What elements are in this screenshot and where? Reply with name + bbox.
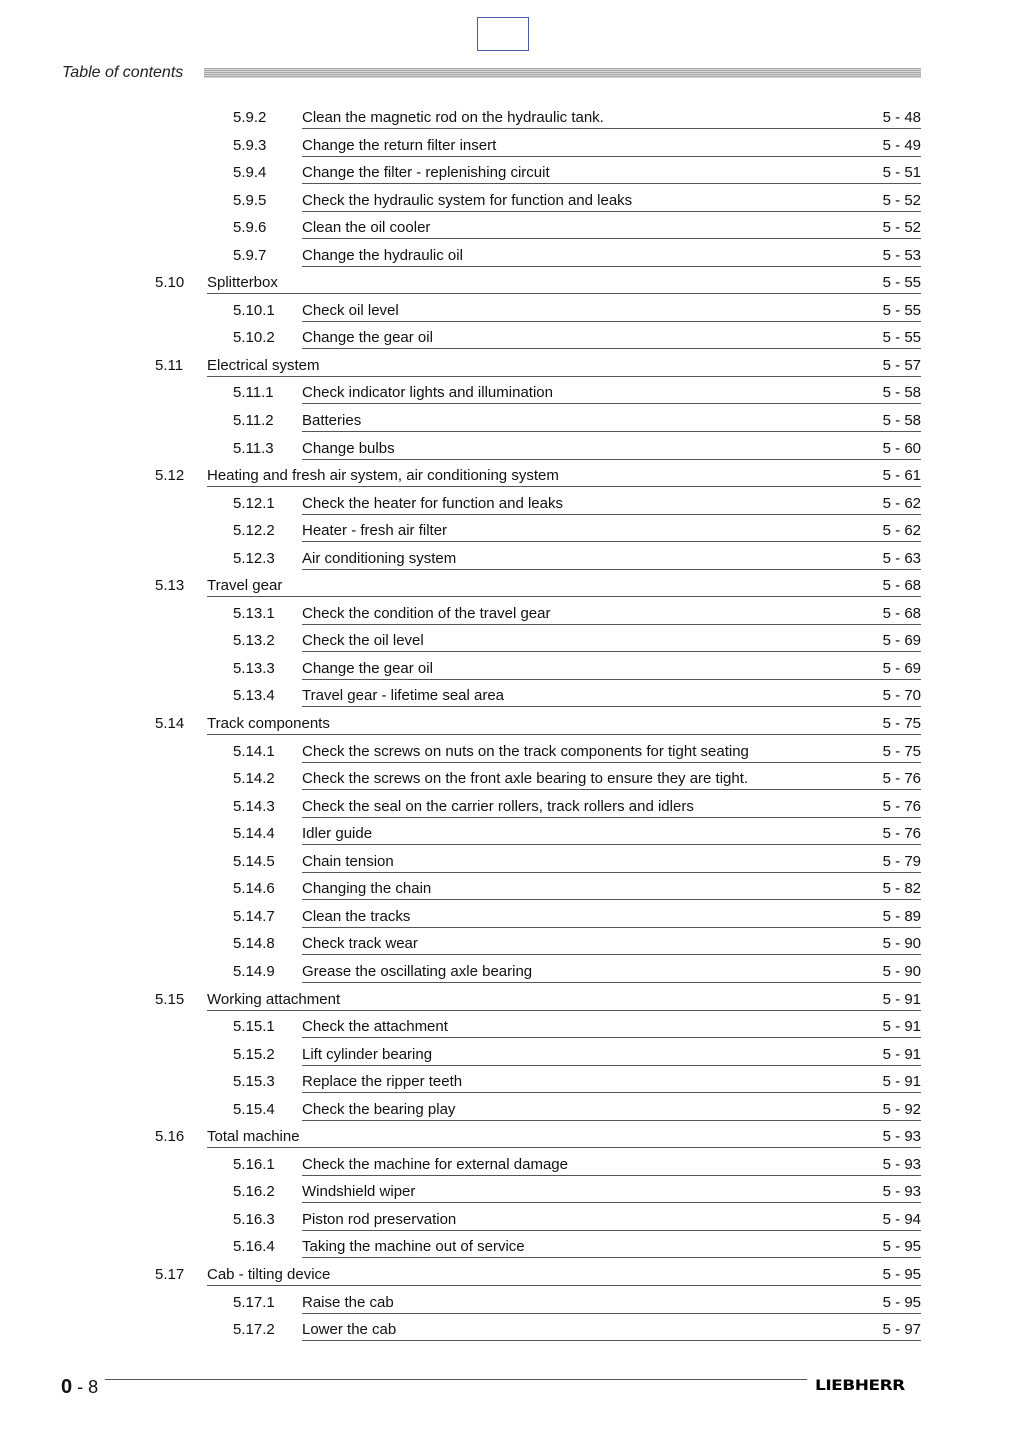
toc-entry-page[interactable]: 5 - 91 [882,1018,921,1036]
toc-entry-page[interactable]: 5 - 90 [882,962,921,980]
toc-entry-title[interactable]: Change bulbs [302,439,395,457]
toc-entry-page[interactable]: 5 - 93 [882,1183,921,1201]
toc-entry-rule [302,183,921,184]
toc-entry-title[interactable]: Check the screws on nuts on the track components for tight seating [302,742,749,760]
toc-entry-title[interactable]: Check track wear [302,935,418,953]
toc-entry-number: 5.15.3 [233,1073,275,1091]
toc-entry-page[interactable]: 5 - 48 [882,109,921,126]
toc-entry[interactable] [0,1290,1024,1318]
toc-entry-title[interactable]: Change the gear oil [302,329,433,347]
toc-entry-rule [302,1340,921,1341]
toc-entry-title[interactable]: Lift cylinder bearing [302,1045,433,1063]
toc-entry-page[interactable]: 5 - 90 [882,935,921,953]
toc-entry-title[interactable]: Check the hydraulic system for function and leaks [302,191,633,209]
toc-entry-number: 5.14.5 [233,852,275,870]
toc-entry-page[interactable]: 5 - 57 [882,356,921,374]
toc-entry[interactable] [0,188,1024,216]
toc-entry-rule [207,293,921,294]
toc-entry-rule [302,1065,921,1066]
toc-entry-page[interactable]: 5 - 76 [882,770,921,788]
footer-chapter: 0 [61,1376,73,1398]
toc-entry-title[interactable]: Check the screws on the front axle bearing to ensure they are tight. [302,770,749,788]
toc-entry-page[interactable]: 5 - 68 [882,604,921,622]
toc-entry[interactable] [0,133,1024,161]
toc-entry-title[interactable]: Clean the oil cooler [302,219,431,237]
toc-entry-rule [302,266,921,267]
toc-entry-number: 5.14.6 [233,880,275,898]
toc-entry-title[interactable]: Air conditioning system [302,549,457,567]
toc-entry-number: 5.17 [155,1265,185,1283]
toc-entry[interactable] [0,601,1024,629]
toc-entry-rule [302,844,921,845]
toc-entry[interactable] [0,105,1024,133]
toc-entry[interactable] [0,160,1024,188]
toc-entry-number: 5.9.3 [233,136,267,154]
toc-entry-number: 5.9.4 [233,164,267,182]
toc-entry-number: 5.14.2 [233,770,275,788]
toc-entry-rule [302,1120,921,1121]
toc-entry[interactable] [0,1317,1024,1345]
toc-entry-rule [302,211,921,212]
toc-entry-rule [302,238,921,239]
toc-entry-title[interactable]: Check the oil level [302,632,424,650]
toc-entry[interactable] [0,739,1024,767]
footer-page: 8 [88,1377,99,1397]
toc-entry-page[interactable]: 5 - 52 [882,219,921,237]
toc-entry-page[interactable]: 5 - 55 [882,274,921,292]
toc-entry-rule [302,321,921,322]
toc-entry-page[interactable]: 5 - 60 [882,439,921,457]
toc-entry[interactable] [0,987,1024,1015]
toc-entry-number: 5.9.5 [233,191,267,209]
toc-entry-page[interactable]: 5 - 92 [882,1100,921,1118]
footer-separator: - [72,1377,89,1397]
toc-entry[interactable] [0,1097,1024,1125]
toc-entry-page[interactable]: 5 - 95 [882,1265,921,1283]
toc-entry-rule [302,403,921,404]
toc-entry-title[interactable]: Batteries [302,412,362,430]
toc-entry-title[interactable]: Check the seal on the carrier rollers, track rollers and idlers [302,797,694,815]
toc-entry-title[interactable]: Check oil level [302,301,399,319]
toc-entry-page[interactable]: 5 - 91 [882,1045,921,1063]
toc-entry-number: 5.14.8 [233,935,275,953]
toc-entry-number: 5.14.9 [233,962,275,980]
toc-entry-number: 5.14.4 [233,825,275,843]
toc-entry-number: 5.14.1 [233,742,275,760]
toc-entry[interactable] [0,298,1024,326]
toc-entry[interactable] [0,904,1024,932]
toc-entry-page[interactable]: 5 - 62 [882,494,921,512]
toc-entry-title[interactable]: Check the bearing play [302,1100,456,1118]
toc-entry-rule [302,789,921,790]
toc-entry-page[interactable]: 5 - 58 [882,412,921,430]
toc-entry[interactable] [0,270,1024,298]
toc-entry[interactable] [0,215,1024,243]
toc-entry[interactable] [0,794,1024,822]
toc-entry-page[interactable]: 5 - 91 [882,990,921,1008]
toc-entry[interactable] [0,353,1024,381]
toc-entry-title[interactable]: Check the heater for function and leaks [302,494,563,512]
toc-entry-title[interactable]: Replace the ripper teeth [302,1073,463,1091]
toc-entry-number: 5.11.2 [233,412,274,430]
top-marker-box [477,17,529,51]
toc-entry[interactable] [0,683,1024,711]
toc-entry-page[interactable]: 5 - 53 [882,246,921,264]
toc-entry-number: 5.15 [155,990,185,1008]
toc-entry[interactable] [0,931,1024,959]
toc-entry-rule [302,1313,921,1314]
toc-entry-rule [302,431,921,432]
toc-entry-page[interactable]: 5 - 94 [882,1210,921,1228]
toc-entry-rule [302,624,921,625]
toc-entry-title[interactable]: Check the machine for external damage [302,1155,568,1173]
toc-entry-title[interactable]: Check indicator lights and illumination [302,384,553,402]
toc-entry-title[interactable]: Cab - tilting device [207,1265,331,1283]
toc-entry-page[interactable]: 5 - 93 [882,1155,921,1173]
toc-entry-number: 5.16.2 [233,1183,275,1201]
toc-entry-page[interactable]: 5 - 79 [882,852,921,870]
toc-entry-page[interactable]: 5 - 55 [882,329,921,347]
toc-entry-number: 5.14.3 [233,797,275,815]
toc-entry-number: 5.13.3 [233,659,275,677]
toc-entry[interactable] [0,1262,1024,1290]
toc-entry-rule [302,348,921,349]
toc-entry[interactable] [0,243,1024,271]
toc-entry-page[interactable]: 5 - 95 [882,1238,921,1256]
toc-entry-rule [302,1037,921,1038]
footer-page-number [61,1376,98,1399]
toc-entry-rule [302,1230,921,1231]
toc-entry[interactable] [0,325,1024,353]
toc-entry[interactable] [0,656,1024,684]
toc-entry-number: 5.16.3 [233,1210,275,1228]
toc-entry-page[interactable]: 5 - 75 [882,715,921,733]
toc-entry-title[interactable]: Check the attachment [302,1018,448,1036]
toc-entry-number: 5.17.1 [233,1293,275,1311]
toc-entry[interactable] [0,849,1024,877]
toc-entry-title[interactable]: Track components [207,715,330,733]
toc-entry[interactable] [0,1234,1024,1262]
toc-entry-page[interactable]: 5 - 95 [882,1293,921,1311]
toc-entry-number: 5.13.2 [233,632,275,650]
toc-entry-rule [302,128,921,129]
toc-entry-rule [302,899,921,900]
toc-entry[interactable] [0,1207,1024,1235]
toc-entry-number: 5.12.3 [233,549,275,567]
toc-entry-number: 5.15.2 [233,1045,275,1063]
toc-entry-rule [207,1147,921,1148]
toc-entry[interactable] [0,1069,1024,1097]
toc-entry-rule [207,376,921,377]
toc-entry-number: 5.14 [155,715,185,733]
toc-entry-title[interactable]: Change the hydraulic oil [302,246,463,264]
toc-entry[interactable] [0,1124,1024,1152]
toc-entry-number: 5.10.1 [233,301,275,319]
toc-entry-number: 5.11 [155,356,184,374]
toc-entry-page[interactable]: 5 - 52 [882,191,921,209]
toc-entry-page[interactable]: 5 - 93 [882,1128,921,1146]
toc-entry-page[interactable]: 5 - 62 [882,522,921,540]
toc-entry-title[interactable]: Heater - fresh air filter [302,522,448,540]
toc-entry-page[interactable]: 5 - 97 [882,1321,921,1339]
toc-entry-rule [207,1010,921,1011]
toc-entry-page[interactable]: 5 - 76 [882,825,921,843]
toc-entry-title[interactable]: Check the condition of the travel gear [302,604,551,622]
toc-list [0,105,1024,1345]
toc-entry-rule [302,927,921,928]
toc-entry[interactable] [0,380,1024,408]
toc-entry[interactable] [0,1179,1024,1207]
toc-entry[interactable] [0,1152,1024,1180]
toc-entry[interactable] [0,546,1024,574]
toc-entry[interactable] [0,711,1024,739]
toc-entry[interactable] [0,959,1024,987]
toc-entry[interactable] [0,766,1024,794]
toc-entry-rule [207,486,921,487]
toc-entry-rule [302,954,921,955]
toc-entry-page[interactable]: 5 - 49 [882,136,921,154]
toc-entry-page[interactable]: 5 - 82 [882,880,921,898]
toc-entry-title[interactable]: Travel gear - lifetime seal area [302,687,505,705]
toc-entry-title[interactable]: Total machine [207,1128,300,1146]
toc-entry-number: 5.9.2 [233,109,267,126]
toc-entry-rule [207,596,921,597]
toc-entry-rule [302,817,921,818]
toc-entry-rule [207,1285,921,1286]
toc-entry-title[interactable]: Change the filter - replenishing circuit [302,164,550,182]
toc-entry-rule [302,569,921,570]
toc-entry-page[interactable]: 5 - 70 [882,687,921,705]
toc-entry-title[interactable]: Working attachment [207,990,341,1008]
toc-entry-title[interactable]: Heating and fresh air system, air conditioning system [207,467,559,485]
toc-entry-number: 5.9.7 [233,246,267,264]
toc-entry-rule [302,156,921,157]
toc-entry-title[interactable]: Clean the tracks [302,907,411,925]
toc-entry[interactable] [0,436,1024,464]
toc-entry-number: 5.17.2 [233,1321,275,1339]
toc-entry-title[interactable]: Electrical system [207,356,320,374]
toc-entry-rule [302,514,921,515]
toc-entry-rule [302,1092,921,1093]
toc-entry-number: 5.15.4 [233,1100,275,1118]
toc-entry-rule [302,1175,921,1176]
toc-entry-rule [302,459,921,460]
toc-entry[interactable] [0,491,1024,519]
toc-entry[interactable] [0,628,1024,656]
toc-entry-title[interactable]: Chain tension [302,852,394,870]
toc-entry-title[interactable]: Changing the chain [302,880,432,898]
toc-entry-rule [302,1202,921,1203]
toc-entry-number: 5.14.7 [233,907,275,925]
toc-entry-rule [302,762,921,763]
header-bar [204,68,921,78]
toc-entry-page[interactable]: 5 - 61 [882,467,921,485]
liebherr-logo: LIEBHERR [815,1377,905,1394]
toc-entry-rule [302,679,921,680]
toc-entry-number: 5.9.6 [233,219,267,237]
toc-entry-number: 5.16 [155,1128,185,1146]
toc-entry-rule [302,1257,921,1258]
toc-entry-number: 5.16.1 [233,1155,275,1173]
toc-entry-page[interactable]: 5 - 55 [882,301,921,319]
toc-entry-page[interactable]: 5 - 69 [882,659,921,677]
toc-entry-number: 5.12.2 [233,522,275,540]
toc-entry-page[interactable]: 5 - 68 [882,577,921,595]
toc-entry[interactable] [0,408,1024,436]
toc-entry-page[interactable]: 5 - 89 [882,907,921,925]
toc-entry-rule [302,541,921,542]
toc-entry-title[interactable]: Change the gear oil [302,659,433,677]
toc-entry-number: 5.13 [155,577,185,595]
toc-entry-number: 5.12.1 [233,494,275,512]
toc-entry-page[interactable]: 5 - 91 [882,1073,921,1091]
toc-entry-page[interactable]: 5 - 69 [882,632,921,650]
toc-entry-number: 5.15.1 [233,1018,275,1036]
toc-entry[interactable] [0,821,1024,849]
toc-entry-number: 5.10 [155,274,185,292]
toc-entry-title[interactable]: Change the return filter insert [302,136,497,154]
toc-entry-title[interactable]: Piston rod preservation [302,1210,457,1228]
toc-entry-title[interactable]: Splitterbox [207,274,278,292]
toc-entry[interactable] [0,463,1024,491]
toc-entry-rule [207,734,921,735]
toc-entry-page[interactable]: 5 - 58 [882,384,921,402]
toc-entry-title[interactable]: Taking the machine out of service [302,1238,525,1256]
toc-entry-rule [302,872,921,873]
toc-entry-rule [302,651,921,652]
toc-entry-number: 5.11.1 [233,384,274,402]
toc-entry-number: 5.11.3 [233,439,274,457]
toc-entry-title[interactable]: Lower the cab [302,1321,397,1339]
toc-entry-title[interactable]: Clean the magnetic rod on the hydraulic tank. [302,109,604,126]
toc-entry-number: 5.10.2 [233,329,275,347]
toc-entry[interactable] [0,518,1024,546]
toc-entry-title[interactable]: Grease the oscillating axle bearing [302,962,533,980]
toc-entry-page[interactable]: 5 - 51 [882,164,921,182]
toc-entry[interactable] [0,573,1024,601]
toc-entry[interactable] [0,1014,1024,1042]
toc-entry-rule [302,982,921,983]
toc-entry-number: 5.13.4 [233,687,275,705]
toc-entry-title[interactable]: Windshield wiper [302,1183,416,1201]
toc-entry[interactable] [0,1042,1024,1070]
toc-entry-page[interactable]: 5 - 75 [882,742,921,760]
toc-entry-title[interactable]: Travel gear [207,577,283,595]
toc-entry-number: 5.16.4 [233,1238,275,1256]
toc-entry-number: 5.12 [155,467,185,485]
toc-entry-page[interactable]: 5 - 76 [882,797,921,815]
header-title: Table of contents [62,64,184,81]
toc-entry[interactable] [0,876,1024,904]
toc-entry-number: 5.13.1 [233,604,275,622]
toc-entry-rule [302,706,921,707]
toc-entry-page[interactable]: 5 - 63 [882,549,921,567]
toc-entry-title[interactable]: Idler guide [302,825,373,843]
footer-rule [105,1379,807,1380]
toc-entry-title[interactable]: Raise the cab [302,1293,394,1311]
